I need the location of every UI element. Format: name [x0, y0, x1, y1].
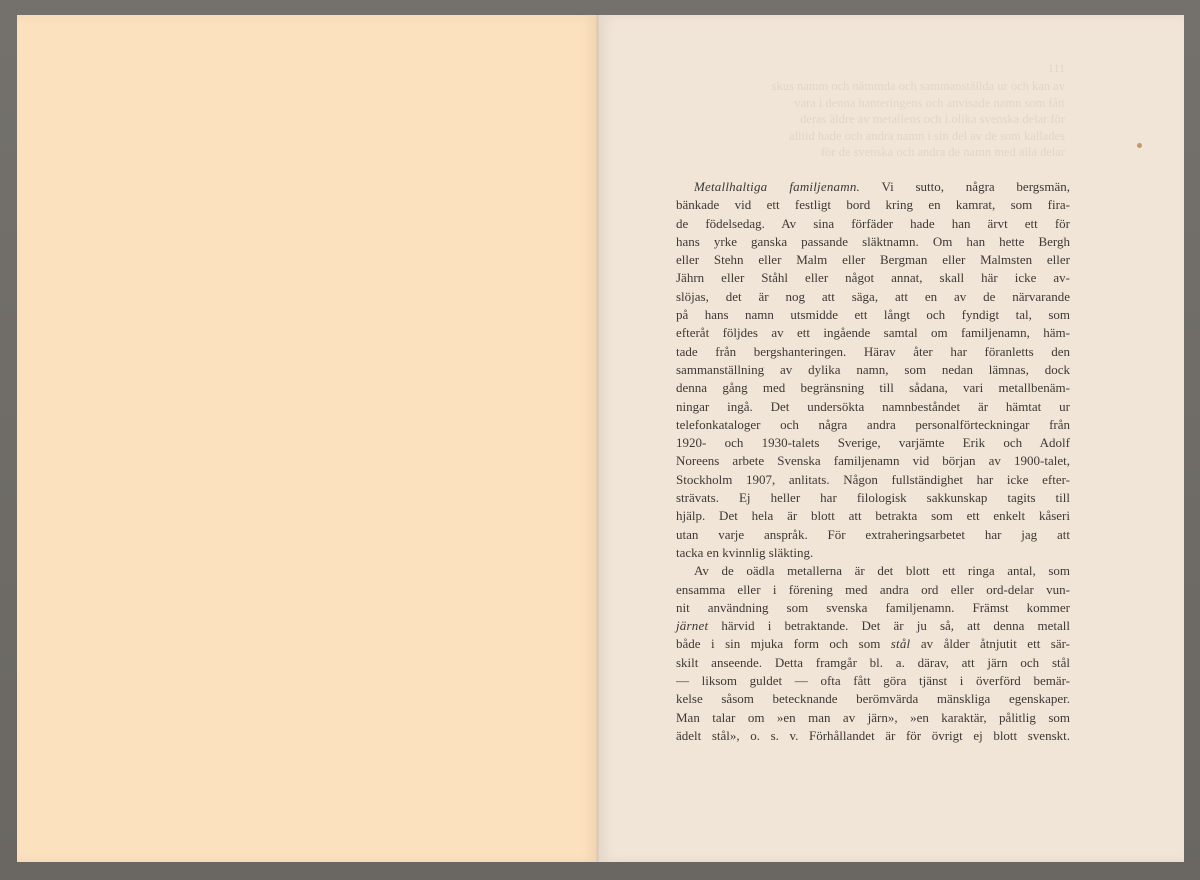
text-line: Noreens arbete Svenska familjenamn vid början av 1900-talet, — [676, 453, 1070, 469]
bleed-line: vara i denna hanteringens och anvisade namn som fått — [794, 95, 1065, 110]
text-line: kelse såsom betecknande berömvärda mänskliga egenskaper. — [676, 691, 1070, 707]
text-line: eller Stehn eller Malm eller Bergman eller Malmsten eller — [676, 252, 1070, 268]
text-line: hans yrke ganska passande släktnamn. Om han hette Bergh — [676, 233, 1070, 249]
text-line: på hans namn utsmidde ett långt och fyndigt tal, som — [676, 307, 1070, 323]
text-line: Jährn eller Ståhl eller något annat, skall här icke av- — [676, 270, 1070, 286]
bleed-line: skus namm och nämmda och sammanställda ur och kan av — [771, 79, 1065, 94]
text-line: 1920- och 1930-talets Sverige, varjämte Erik och Adolf — [676, 435, 1070, 451]
text-span: av ålder åtnjutit ett sär- — [910, 636, 1070, 652]
bleed-through-text — [680, 60, 1065, 170]
text-line: slöjas, det är nog att säga, att en av de närvarande — [676, 288, 1070, 304]
bleed-page-number: 111 — [1047, 61, 1065, 75]
text-line: strävats. Ej heller har filologisk sakkunskap tagits till — [676, 490, 1070, 506]
text-line — [676, 617, 1070, 635]
text-line — [676, 635, 1070, 653]
left-blank-page — [17, 15, 597, 862]
text-line: Av de oädla metallerna är det blott ett ringa antal, som — [694, 563, 1070, 579]
bleed-line: deras äldre av metallens och i olika svenska delar för — [800, 112, 1065, 127]
text-line: nit användning som svenska familjenamn. Främst kommer — [676, 599, 1070, 615]
text-line: ensamma eller i förening med andra ord eller ord-delar vun- — [676, 581, 1070, 597]
text-line: tacka en kvinnlig släkting. — [676, 544, 814, 560]
text-line: denna gång med begränsning till sådana, vari metallbenäm- — [676, 380, 1070, 396]
bleed-line: alltid hade och andra namn i sin del av de som kallades — [789, 128, 1065, 143]
paper-speck — [1137, 143, 1142, 148]
text-line: efteråt följdes av ett ingående samtal om familjenamn, häm- — [676, 325, 1070, 341]
text-line: de födelsedag. Av sina förfäder hade han ärvt ett för — [676, 215, 1070, 231]
body-text — [676, 178, 1070, 745]
text-line: hjälp. Det hela är blott att betrakta som ett enkelt kåseri — [676, 508, 1070, 524]
paragraph-2 — [676, 562, 1070, 745]
text-line: telefonkataloger och några andra personalförteckningar från — [676, 416, 1070, 432]
text-line: skilt anseende. Detta framgår bl. a. därav, att järn och stål — [676, 654, 1070, 670]
paragraph-1 — [676, 178, 1070, 562]
text-span: både i sin mjuka form och som — [676, 636, 891, 652]
emphasis-stal: stål — [890, 636, 911, 652]
text-line: ningar ingå. Det undersökta namnbeståndet är hämtat ur — [676, 398, 1070, 414]
text-line: ädelt stål», o. s. v. Förhållandet är för övrigt ej blott svenskt. — [676, 727, 1070, 743]
section-heading: Metallhaltiga familjenamn. — [694, 179, 860, 194]
text-line: Stockholm 1907, anlitats. Någon fullständighet har icke efter- — [676, 471, 1070, 487]
emphasis-jarnet: järnet — [676, 618, 709, 634]
text-span: Vi sutto, några bergsmän, — [859, 179, 1070, 194]
text-line: tade från bergshanteringen. Härav åter har föranletts den — [676, 343, 1070, 359]
text-line: utan varje anspråk. För extraheringsarbetet har jag att — [676, 526, 1070, 542]
text-line: — liksom guldet — ofta fått göra tjänst i överförd bemär- — [676, 673, 1070, 689]
text-line: sammanställning av dylika namn, som nedan lämnas, dock — [676, 361, 1070, 377]
text-line: bänkade vid ett festligt bord kring en kamrat, som fira- — [676, 197, 1070, 213]
text-line: Man talar om »en man av järn», »en karaktär, pålitlig som — [676, 709, 1070, 725]
text-span: härvid i betraktande. Det är ju så, att denna metall — [708, 618, 1070, 634]
text-line — [676, 178, 1070, 196]
bleed-line: för de svenska och andra de namn med alla delar — [821, 145, 1065, 160]
